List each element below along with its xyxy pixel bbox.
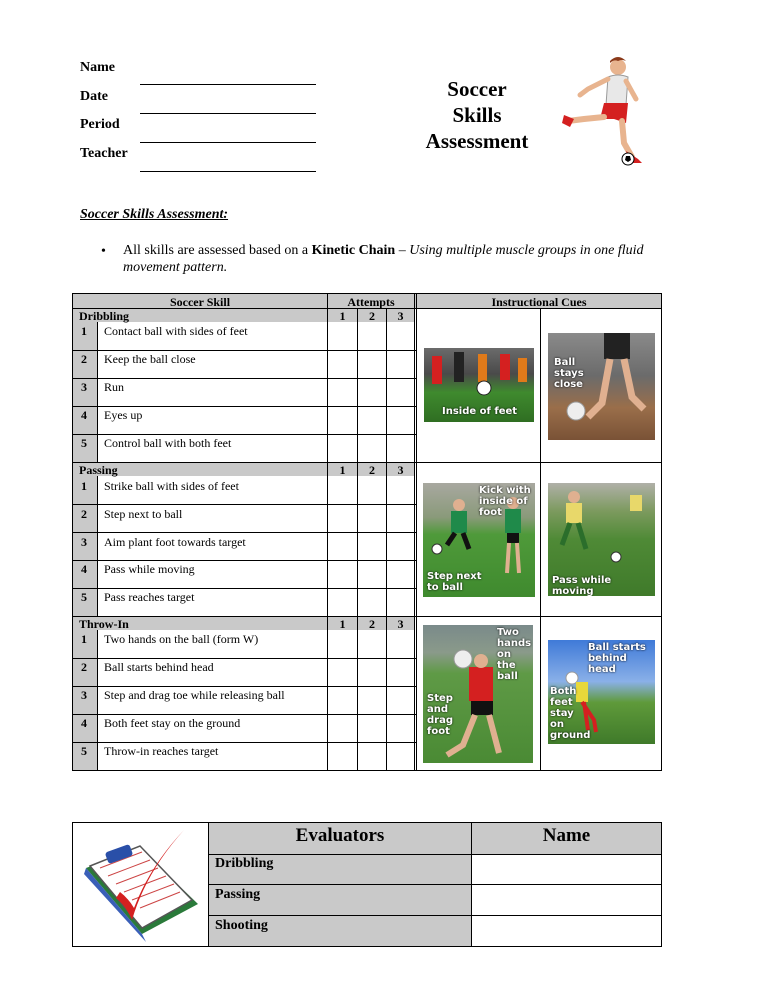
evaluator-name-field-shooting[interactable] <box>473 917 660 945</box>
skill-item: Two hands on the ball (form W) <box>104 632 259 646</box>
skill-item: Contact ball with sides of feet <box>104 324 248 338</box>
col-header-skill: Soccer Skill <box>169 295 231 309</box>
item-number: 2 <box>81 352 87 366</box>
period-label: Period <box>80 117 120 132</box>
evaluator-row-passing: Passing <box>215 887 261 902</box>
bullet-icon: • <box>101 244 106 259</box>
attempt-number: 3 <box>397 309 404 323</box>
col-header-attempts: Attempts <box>347 295 395 309</box>
skill-item: Both feet stay on the ground <box>104 716 241 730</box>
cue-photo-pass-while-moving: Pass while moving <box>548 483 655 596</box>
evaluators-header: Evaluators <box>295 825 385 846</box>
attempt-number: 1 <box>339 463 346 477</box>
cue-photo-ball-behind-head: Ball starts behind head Both feet stay on ground <box>548 640 655 744</box>
item-number: 2 <box>81 507 87 521</box>
skill-item: Throw-in reaches target <box>104 744 219 758</box>
item-number: 1 <box>81 632 87 646</box>
section-heading: Soccer Skills Assessment: <box>80 207 229 222</box>
section-title-passing: Passing <box>79 463 118 477</box>
attempt-number: 3 <box>397 617 404 631</box>
evaluator-row-shooting: Shooting <box>215 918 268 933</box>
attempt-number: 1 <box>339 617 346 631</box>
cue-photo-two-hands-step-drag: Two hands on the ball Step and drag foot <box>423 625 533 763</box>
cue-photo-inside-of-feet: Inside of feet <box>424 348 534 422</box>
attempt-number: 3 <box>397 463 404 477</box>
skill-item: Control ball with both feet <box>104 436 232 450</box>
attempt-number: 2 <box>369 309 375 323</box>
cue-photo-kick-step-next: Kick with inside of foot Step next to ball <box>423 483 535 597</box>
skill-item: Aim plant foot towards target <box>104 535 246 549</box>
cue-photo-ball-stays-close: Ball stays close <box>548 333 655 440</box>
skill-item: Pass while moving <box>104 562 195 576</box>
item-number: 4 <box>81 408 87 422</box>
col-header-cues: Instructional Cues <box>491 295 587 309</box>
item-number: 4 <box>81 562 87 576</box>
name-label: Name <box>80 60 115 75</box>
skill-item: Keep the ball close <box>104 352 196 366</box>
name-header: Name <box>542 825 591 846</box>
evaluator-name-field-dribbling[interactable] <box>473 856 660 883</box>
attempt-number: 2 <box>369 463 375 477</box>
item-number: 3 <box>81 535 87 549</box>
attempt-number: 2 <box>369 617 375 631</box>
skill-item: Eyes up <box>104 408 143 422</box>
skill-item: Step and drag toe while releasing ball <box>104 688 285 702</box>
item-number: 3 <box>81 380 87 394</box>
item-number: 1 <box>81 324 87 338</box>
skill-item: Strike ball with sides of feet <box>104 479 239 493</box>
item-number: 1 <box>81 479 87 493</box>
page-title: Soccer Skills Assessment <box>425 77 529 153</box>
item-number: 4 <box>81 716 87 730</box>
skill-item: Pass reaches target <box>104 590 195 604</box>
intro-text: All skills are assessed based on a Kinetic Chain – Using multiple muscle groups in one fluid movement pattern. <box>123 243 644 275</box>
item-number: 5 <box>81 744 87 758</box>
clipboard-checkmark-icon <box>80 826 200 944</box>
section-title-throw-in: Throw-In <box>79 617 129 631</box>
skill-item: Run <box>104 380 125 394</box>
attempt-number: 1 <box>339 309 346 323</box>
evaluator-name-field-passing[interactable] <box>473 886 660 914</box>
item-number: 5 <box>81 590 87 604</box>
section-title-dribbling: Dribbling <box>79 309 130 323</box>
skill-item: Step next to ball <box>104 507 183 521</box>
evaluator-row-dribbling: Dribbling <box>215 856 274 871</box>
teacher-label: Teacher <box>80 146 128 161</box>
date-label: Date <box>80 89 108 104</box>
item-number: 5 <box>81 436 87 450</box>
item-number: 2 <box>81 660 87 674</box>
item-number: 3 <box>81 688 87 702</box>
skill-item: Ball starts behind head <box>104 660 214 674</box>
